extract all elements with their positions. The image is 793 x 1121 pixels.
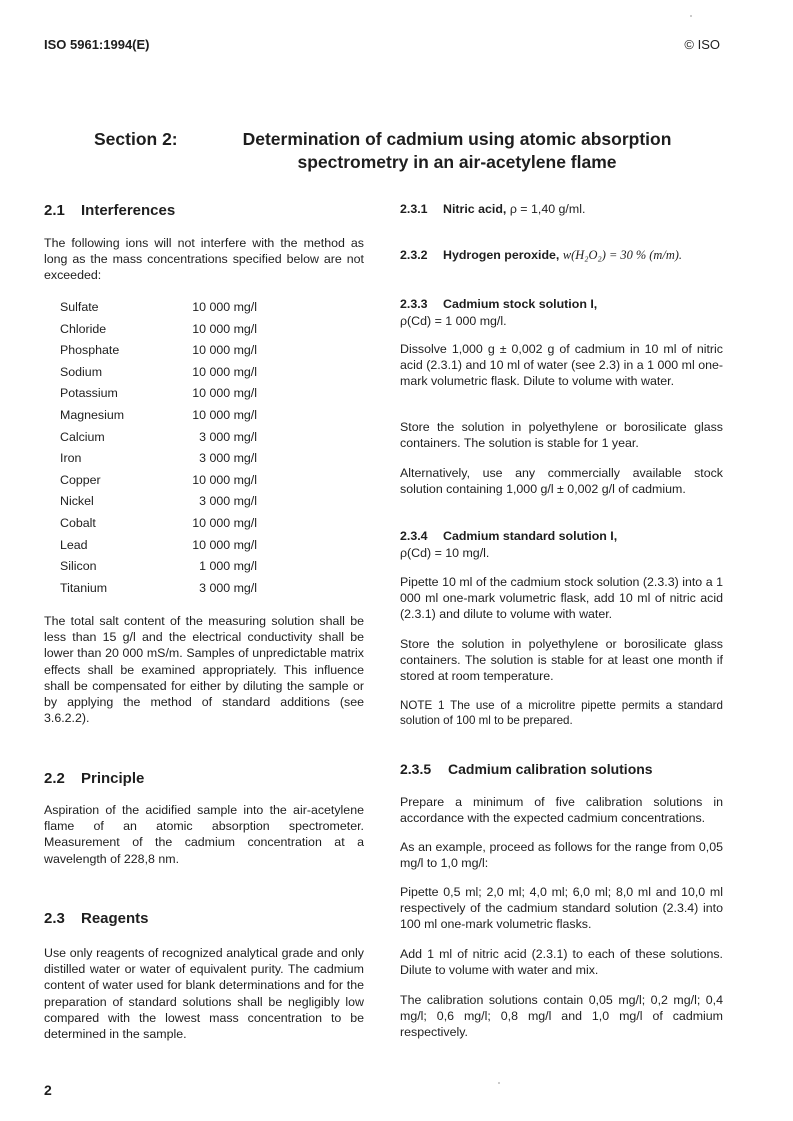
- calibration-p3: Pipette 0,5 ml; 2,0 ml; 4,0 ml; 6,0 ml; 8,0 ml and 10,0 ml respectively of the cadmium standard solution (2.3.4) into 100 ml one-mark volumetric flasks.: [400, 885, 723, 932]
- copyright-notice: © ISO: [684, 37, 720, 52]
- stock-solution-p1: Dissolve 1,000 g ± 0,002 g of cadmium in 10 ml of nitric acid (2.3.1) and 10 ml of water (see 2.3) in a 1 000 ml one-mark volumetric flask. Dilute to volume with water.: [400, 342, 723, 389]
- heading-title: Interferences: [81, 202, 176, 219]
- calibration-p2: As an example, proceed as follows for the range from 0,05 mg/l to 1,0 mg/l:: [400, 840, 723, 871]
- heading-2-3: [44, 910, 364, 927]
- calibration-p1: Prepare a minimum of five calibration solutions in accordance with the expected cadmium concentrations.: [400, 795, 723, 826]
- calibration-p4: Add 1 ml of nitric acid (2.3.1) to each of these solutions. Dilute to volume with water and mix.: [400, 947, 723, 978]
- ion-limit-value: 3 000 mg/l: [199, 494, 257, 509]
- heading-2-3-3: [400, 297, 723, 311]
- heading-title: Nitric acid,: [443, 202, 507, 216]
- reagents-paragraph: Use only reagents of recognized analytical grade and only distilled water or water of equivalent purity. The cadmium content of water used for blank determinations and for the preparation of standard solutions shall be negligibly low compared with the lowest mass concentration to be determined in the sample.: [44, 946, 364, 1042]
- ion-row: [60, 538, 280, 560]
- heading-2-3-5: [400, 761, 723, 777]
- principle-paragraph: Aspiration of the acidified sample into the air-acetylene flame of an atomic absorption spectrometer. Measurement of the cadmium concentration at a wavelength of 228,8 nm.: [44, 803, 364, 866]
- ion-limit-value: 3 000 mg/l: [199, 451, 257, 466]
- ion-limit-value: 10 000 mg/l: [192, 407, 257, 422]
- heading-number: 2.1: [44, 202, 65, 219]
- salt-content-paragraph: The total salt content of the measuring solution shall be less than 15 g/l and the electrical conductivity shall be lower than 20 000 mS/m. Samples of unpredictable matrix effects shall be examined appropriately. This influence shall be compensated for either by diluting the sample or by applying the method of standard additions (see 3.6.2.2).: [44, 614, 364, 726]
- ion-row: [60, 430, 280, 452]
- ion-row: [60, 365, 280, 387]
- standard-solution-p1: Pipette 10 ml of the cadmium stock solution (2.3.3) into a 1 000 ml one-mark volumetric flask, add 10 ml of nitric acid (2.3.1) and dilute to volume with water.: [400, 575, 723, 622]
- heading-title: Cadmium calibration solutions: [448, 761, 653, 777]
- standard-solution-p2: Store the solution in polyethylene or borosilicate glass containers. The solution is stable for at least one month if stored at room temperature.: [400, 637, 723, 684]
- note-1: NOTE 1 The use of a microlitre pipette permits a standard solution of 100 ml to be prepared.: [400, 699, 723, 727]
- heading-number: 2.2: [44, 770, 65, 787]
- ion-row: [60, 581, 280, 603]
- ion-limit-value: 10 000 mg/l: [192, 515, 257, 530]
- scan-speck: [498, 1082, 500, 1084]
- heading-2-3-1: [400, 202, 723, 216]
- heading-number: 2.3.1: [400, 202, 428, 216]
- section-title: Determination of cadmium using atomic absorption spectrometry in an air-acetylene flame: [242, 129, 672, 172]
- interferences-intro: The following ions will not interfere with the method as long as the mass concentrations specified below are not exceeded:: [44, 236, 364, 283]
- heading-title: Cadmium standard solution I,: [443, 529, 618, 543]
- ion-limit-value: 10 000 mg/l: [192, 300, 257, 314]
- ion-name: Magnesium: [60, 407, 125, 422]
- ion-limit-value: 3 000 mg/l: [199, 429, 257, 444]
- heading-title: Reagents: [81, 910, 149, 927]
- ion-row: [60, 343, 280, 365]
- scan-speck: [690, 15, 692, 17]
- ion-row: [60, 386, 280, 408]
- ion-name: Copper: [60, 472, 101, 487]
- heading-number: 2.3.3: [400, 297, 428, 311]
- heading-2-1: [44, 202, 364, 219]
- stock-solution-p3: Alternatively, use any commercially available stock solution containing 1,000 g/l ± 0,002 g/l of cadmium.: [400, 466, 723, 497]
- stock-solution-spec: ρ(Cd) = 1 000 mg/l.: [400, 314, 507, 328]
- standard-solution-spec: ρ(Cd) = 10 mg/l.: [400, 546, 490, 560]
- heading-number: 2.3.5: [400, 761, 432, 777]
- ion-limits-table: [60, 300, 280, 602]
- ion-name: Sodium: [60, 364, 103, 379]
- ion-limit-value: 10 000 mg/l: [192, 386, 257, 401]
- heading-title: Hydrogen peroxide,: [443, 248, 560, 262]
- ion-row: [60, 408, 280, 430]
- ion-name: Lead: [60, 537, 88, 552]
- ion-name: Silicon: [60, 559, 97, 574]
- ion-name: Titanium: [60, 580, 108, 595]
- heading-2-3-2: [400, 248, 723, 263]
- ion-name: Phosphate: [60, 343, 120, 358]
- ion-limit-value: 10 000 mg/l: [192, 343, 257, 358]
- ion-limit-value: 10 000 mg/l: [192, 537, 257, 552]
- ion-limit-value: 10 000 mg/l: [192, 472, 257, 487]
- heading-title: Principle: [81, 770, 145, 787]
- ion-row: [60, 559, 280, 581]
- reagent-spec: w(H₂O₂) = 30 % (m/m).: [562, 248, 682, 262]
- ion-name: Potassium: [60, 386, 118, 401]
- stock-solution-p2: Store the solution in polyethylene or borosilicate glass containers. The solution is stable for 1 year.: [400, 420, 723, 451]
- ion-name: Nickel: [60, 494, 94, 509]
- heading-number: 2.3.2: [400, 248, 428, 262]
- ion-row: [60, 516, 280, 538]
- ion-limit-value: 10 000 mg/l: [192, 364, 257, 379]
- heading-title: Cadmium stock solution I,: [443, 297, 598, 311]
- ion-name: Cobalt: [60, 515, 96, 530]
- reagent-spec: ρ = 1,40 g/ml.: [509, 202, 586, 216]
- ion-row: [60, 494, 280, 516]
- page-number: 2: [44, 1082, 52, 1098]
- ion-row: [60, 300, 280, 322]
- ion-name: Calcium: [60, 429, 105, 444]
- ion-name: Iron: [60, 451, 82, 466]
- calibration-p5: The calibration solutions contain 0,05 mg/l; 0,2 mg/l; 0,4 mg/l; 0,6 mg/l; 0,8 mg/l and 1,0 mg/l of cadmium respectively.: [400, 993, 723, 1040]
- ion-name: Chloride: [60, 321, 107, 336]
- ion-row: [60, 322, 280, 344]
- ion-row: [60, 473, 280, 495]
- ion-name: Sulfate: [60, 300, 99, 314]
- heading-2-3-4: [400, 529, 723, 543]
- ion-limit-value: 3 000 mg/l: [199, 580, 257, 595]
- heading-number: 2.3.4: [400, 529, 428, 543]
- section-label: Section 2:: [94, 129, 178, 149]
- standard-number: ISO 5961:1994(E): [44, 37, 150, 52]
- heading-2-2: [44, 770, 364, 787]
- ion-limit-value: 10 000 mg/l: [192, 321, 257, 336]
- heading-number: 2.3: [44, 910, 65, 927]
- ion-limit-value: 1 000 mg/l: [199, 559, 257, 574]
- ion-row: [60, 451, 280, 473]
